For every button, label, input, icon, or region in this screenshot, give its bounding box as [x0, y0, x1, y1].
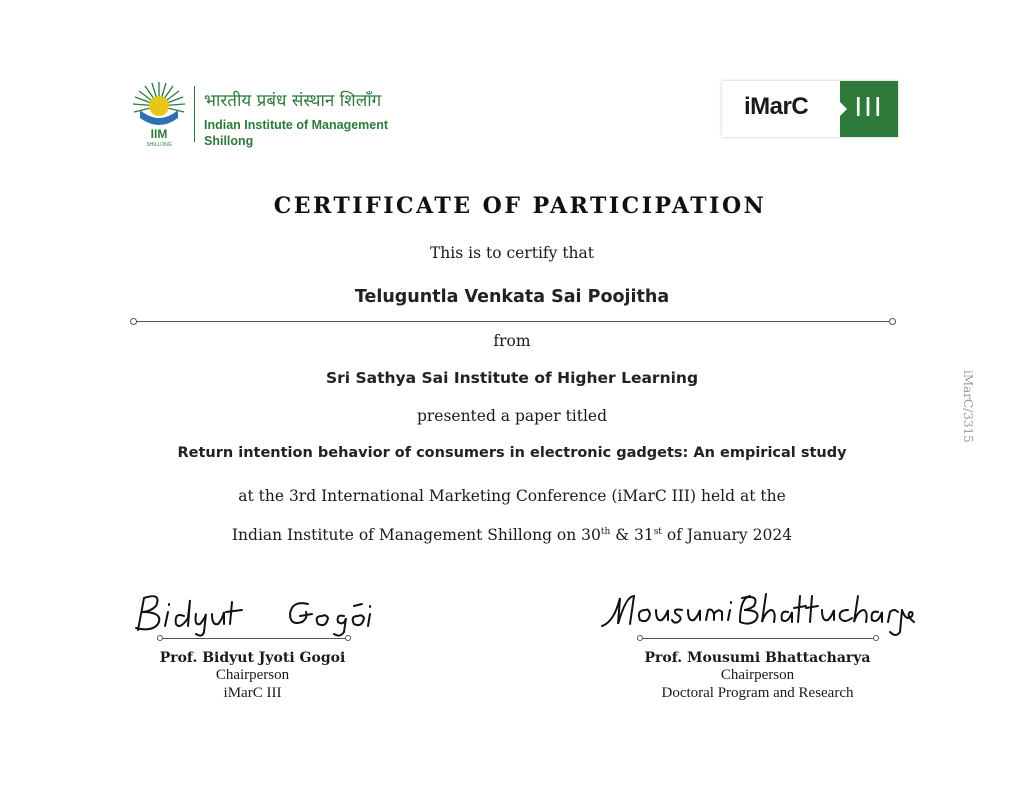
venue-prefix: Indian Institute of Management Shillong on 30: [231, 526, 601, 544]
signature-mousumi-bhattacharya: [600, 588, 915, 638]
underline-end-dot: [130, 318, 137, 325]
certificate-title: CERTIFICATE OF PARTICIPATION: [273, 193, 767, 219]
signature-line-dot: [637, 635, 643, 641]
signatory-role: Chairperson: [720, 667, 795, 683]
signature-line: [160, 638, 348, 639]
conference-line: at the 3rd International Marketing Conference (iMarC III) held at the: [238, 487, 786, 505]
signature-line-dot: [873, 635, 879, 641]
signature-line-dot: [345, 635, 351, 641]
signatory-name: Prof. Mousumi Bhattacharya: [644, 650, 871, 666]
signatory-role-detail: iMarC III: [223, 685, 282, 701]
signature-bidyut-gogoi: [132, 590, 377, 638]
iim-emblem-icon: [130, 78, 188, 148]
institution-name: Sri Sathya Sai Institute of Higher Learning: [325, 369, 699, 387]
iim-hindi-name: भारतीय प्रबंध संस्थान शिलाँग: [204, 91, 382, 111]
iim-english-location: Shillong: [204, 134, 254, 148]
emblem-text: IIM: [150, 127, 168, 141]
paper-title: Return intention behavior of consumers in electronic gadgets: An empirical study: [177, 445, 847, 461]
imarc-edition-box: [840, 81, 898, 137]
venue-line: [0, 526, 1024, 544]
recipient-name: Teluguntla Venkata Sai Poojitha: [354, 287, 670, 307]
venue-mid: & 31: [610, 526, 654, 544]
signature-line: [640, 638, 876, 639]
venue-sup-st: st: [653, 526, 662, 537]
imarc-edition-text: III: [854, 91, 884, 122]
underline-end-dot: [889, 318, 896, 325]
venue-sup-th: th: [600, 526, 611, 537]
name-underline: [133, 321, 893, 322]
iim-english-name: Indian Institute of Management: [204, 118, 389, 132]
signatory-role-detail: Doctoral Program and Research: [661, 685, 854, 701]
iim-shillong-logo: [130, 78, 390, 150]
imarc-logo-text: iMarC: [744, 93, 809, 120]
venue-suffix: of January 2024: [661, 526, 793, 544]
from-label: from: [493, 332, 531, 350]
signatory-role: Chairperson: [215, 667, 290, 683]
signatory-name: Prof. Bidyut Jyoti Gogoi: [159, 650, 346, 666]
certificate-id: [940, 370, 1020, 450]
imarc-arrow-icon: [840, 102, 847, 116]
emblem-subtext: SHILLONG: [146, 142, 172, 148]
certificate-id-text: iMarC/3315: [961, 370, 975, 443]
presented-line: presented a paper titled: [416, 407, 608, 425]
certify-line: This is to certify that: [429, 244, 595, 262]
signature-line-dot: [157, 635, 163, 641]
logo-divider: [194, 86, 195, 142]
imarc-logo: [722, 81, 898, 137]
